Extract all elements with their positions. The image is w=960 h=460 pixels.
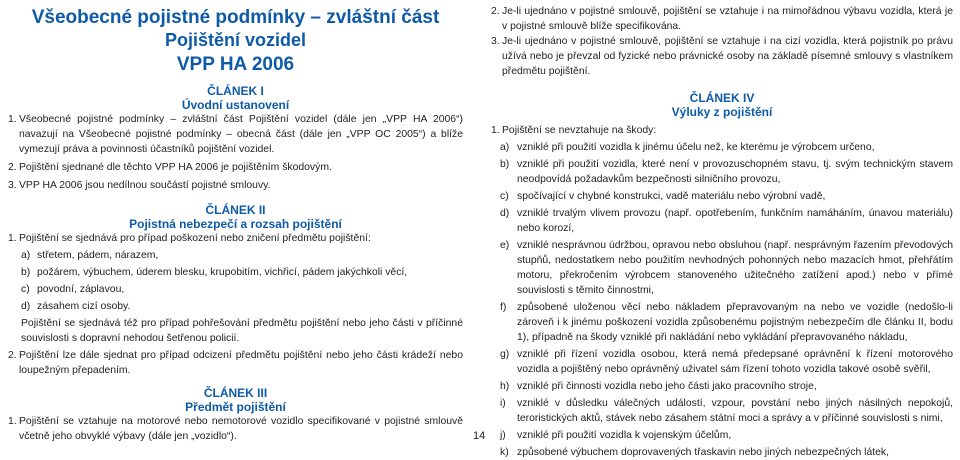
chapter-2-title: Pojistná nebezpečí a rozsah pojištění — [129, 217, 342, 231]
ch4-sub-a: a) vzniklé při použití vozidla k jinému účelu než, ke kterému je výrobcem určeno, — [500, 142, 875, 153]
ch2-sub-b: b) požárem, výbuchem, úderem blesku, krupobitím, vichřicí, pádem jakýchkoli věcí, — [21, 267, 408, 278]
chapter-1-number: ČLÁNEK I — [207, 84, 264, 98]
ch4-sub-j: j) vzniklé při použití vozidla k vojenským účelům, — [500, 430, 732, 441]
document-code: VPP HA 2006 — [176, 54, 295, 75]
ch2-sub-c: c) povodní, záplavou, — [21, 284, 125, 295]
ch2-paragraph: Pojištění se sjednává též pro případ pohřešování předmětu pojištění nebo jeho části v příčinné souvislosti s dopravní nehodou šetřenou policií. — [21, 318, 463, 344]
ch2-item-1: 1. Pojištění se sjednává pro případ poškození nebo zničení předmětu pojištění: — [8, 233, 371, 244]
ch4-sub-h: h) vzniklé při činnosti vozidla nebo jeho části jako pracovního stroje, — [500, 381, 817, 392]
ch3-item-3: 3. Je-li ujednáno v pojistné smlouvě, pojištění se vztahuje i na cizí vozidla, která pojistník po právu užívá nebo je převzal od fyzické nebo právnické osoby na základě písemné smlouvy s vlastníkem předmětu pojištění. — [491, 36, 953, 77]
ch4-sub-k: k) způsobené výbuchem doprovavených třaskavin nebo jiných nebezpečných látek, — [500, 447, 889, 458]
document-subtitle: Pojištění vozidel — [164, 30, 307, 50]
ch2-item-2: 2. Pojištění lze dále sjednat pro případ odcizení předmětu pojištění nebo jeho části krádeží nebo loupežným přepadením. — [8, 350, 463, 376]
ch3-item-2: 2. Je-li ujednáno v pojistné smlouvě, pojištění se vztahuje i na mimořádnou výbavu vozidla, která je v pojistné smlouvě blíže specifikována. — [491, 6, 953, 32]
left-column — [8, 0, 463, 444]
ch2-sub-list — [21, 248, 463, 314]
ch1-item-2: 2. Pojištění sjednané dle těchto VPP HA 2006 je pojištěním škodovým. — [8, 162, 332, 173]
ch4-sub-d: d) vzniklé trvalým vlivem provozu (např. opotřebením, funkčním namáháním, únavou materiálu) nebo korozí, — [500, 208, 953, 234]
ch4-sub-i: i) vzniklé v důsledku válečných událostí, vzpour, povstání nebo jiných násilných nepokojů, teroristických aktů, stávek nebo zásahem státní moci a správy a v příčinné souvislosti s nimi, — [500, 398, 953, 424]
ch2-sub-d: d) zásahem cizí osoby. — [21, 301, 131, 312]
chapter-2-number: ČLÁNEK II — [205, 203, 266, 217]
ch4-sub-list — [500, 140, 953, 460]
ch2-sub-a: a) střetem, pádem, nárazem, — [21, 250, 159, 261]
ch4-item-1: 1. Pojištění se nevztahuje na škody: — [491, 125, 657, 136]
ch4-sub-g: g) vzniklé při řízení vozidla osobou, která nemá předepsané oprávnění k řízení motorového vozidla a pojištěný nebo oprávněný uživatel sám řízení tohoto vozidla takové osobě svěřil, — [500, 349, 953, 375]
ch4-sub-b: b) vzniklé při použití vozidla, které není v provozuschopném stavu, tj. svým technickým stavem neodpovídá požadavkům bezpečnosti silničního provozu, — [500, 159, 953, 185]
ch3-item-1: 1. Pojištění se vztahuje na motorové nebo nemotorové vozidlo specifikované v pojistné smlouvě včetně jeho obvyklé výbavy (dále jen „vozidlo“). — [8, 416, 463, 442]
right-column — [491, 0, 953, 460]
ch4-sub-f: f) způsobené uloženou věcí nebo nákladem přepravovaným na nebo ve vozidle (nedošlo-li zároveň i k jinému poškození vozidla způsobenému pojistným nebezpečím dle článku II, bodu 1), případně na škody vzniklé při nakládání nebo vykládání přepravovaného nákladu, — [500, 302, 953, 343]
chapter-3-number: ČLÁNEK III — [203, 386, 268, 400]
chapter-4-title: Výluky z pojištění — [671, 105, 773, 119]
chapter-3-title: Předmět pojištění — [185, 400, 286, 414]
page-number: 14 — [473, 430, 486, 442]
document-title: Všeobecné pojistné podmínky – zvláštní část — [31, 7, 440, 28]
ch1-item-1: 1. Všeobecné pojistné podmínky – zvláštní část Pojištění vozidel (dále jen „VPP HA 2006“) navazují na Všeobecné pojistné podmínky – obecná část (dále jen „VPP OC 2005“) a blíže vymezují práva a povinnosti účastníků pojištění vozidel. — [8, 114, 463, 155]
ch4-sub-c: c) spočívající v chybné konstrukci, vadě materiálu nebo výrobní vadě, — [500, 191, 826, 202]
chapter-1-title: Úvodní ustanovení — [181, 98, 290, 112]
ch4-sub-e: e) vzniklé nesprávnou údržbou, opravou nebo obsluhou (např. nesprávným řazením převodových stupňů, nedostatkem nebo použitím nevhodných pohonných nebo mazacích hmot, přehřátím motoru, překročením výrobcem stanoveného užitečného zatížení apod.) nebo v přímé souvislosti s těmito činnostmi, — [500, 240, 953, 296]
ch1-item-3: 3. VPP HA 2006 jsou nedílnou součástí pojistné smlouvy. — [8, 180, 271, 191]
chapter-4-number: ČLÁNEK IV — [689, 91, 755, 105]
